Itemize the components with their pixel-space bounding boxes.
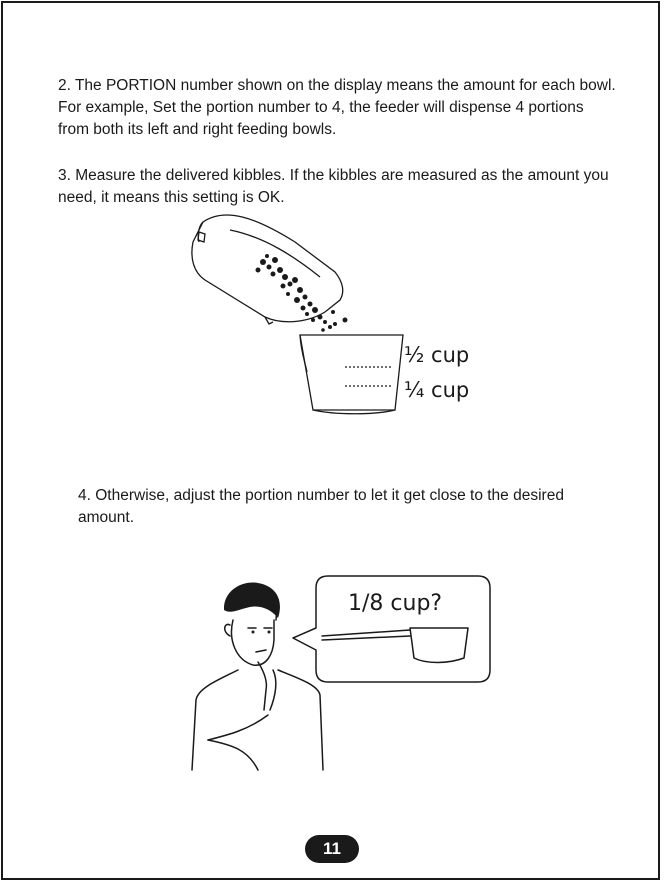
step-4-text: 4. Otherwise, adjust the portion number to let it get close to the desired amount. <box>78 487 564 526</box>
speech-bubble-text: 1/8 cup? <box>348 591 443 616</box>
page-number: 11 <box>305 835 359 863</box>
step-2-text: 2. The PORTION number shown on the display means the amount for each bowl. For example, Set the portion number to 4, the feeder will dispense 4 portions from both its left and right feeding bowls. <box>58 77 616 138</box>
thinking-person-illustration <box>178 570 498 790</box>
half-cup-label: ½ cup <box>404 343 470 367</box>
step-3-text: 3. Measure the delivered kibbles. If the kibbles are measured as the amount you need, it means this setting is OK. <box>58 167 609 206</box>
quarter-cup-label: ¼ cup <box>404 378 470 402</box>
